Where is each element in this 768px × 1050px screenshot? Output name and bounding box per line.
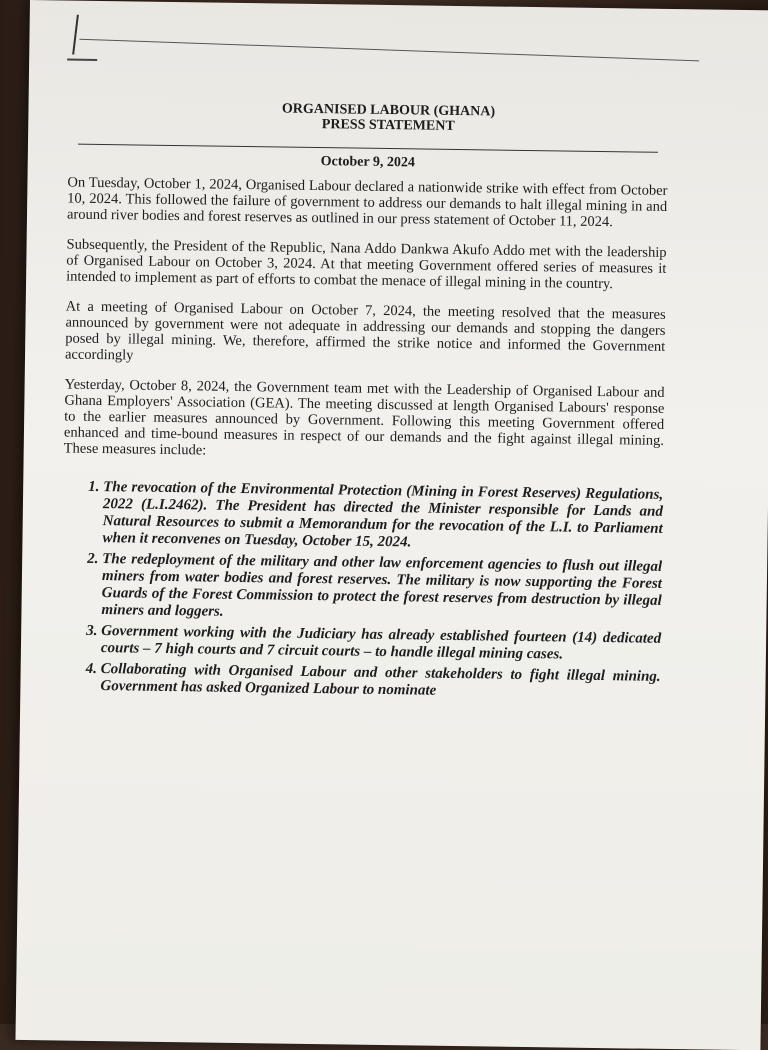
pen-mark <box>67 59 97 61</box>
measures-list <box>60 479 663 703</box>
paper-sheet <box>15 0 768 1050</box>
list-item: 3. Government working with the Judiciary has already established fourteen (14) dedicated courts – 7 high courts and 7 circuit courts – to handle illegal mining cases. <box>101 623 661 665</box>
list-item: 2. The redeployment of the military and other law enforcement agencies to flush out illegal miners from water bodies and forest reserves. The military is now supporting the Forest Guards of the Forest Commission to protect the forest reserves from destruction by illegal miners and loggers. <box>101 551 662 627</box>
document-date: October 9, 2024 <box>78 144 658 175</box>
list-item: 4. Collaborating with Organised Labour and other stakeholders to fight illegal mining. Government has asked Organized Labour to nominate <box>100 661 660 703</box>
organisation-heading: ORGANISED LABOUR (GHANA) <box>281 101 496 120</box>
top-rule <box>79 39 699 62</box>
document-body <box>60 99 668 707</box>
paragraph: At a meeting of Organised Labour on October 7, 2024, the meeting resolved that the measures announced by government were not adequate in addressing our demands and stopping the dangers posed by illegal mining. We, therefore, affirmed the strike notice and informed the Government accordingly <box>64 298 666 364</box>
paragraph: Subsequently, the President of the Republic, Nana Addo Dankwa Akufo Addo met with the leadership of Organised Labour on October 3, 2024. At that meeting Government offered series of measures it intended to implement as part of efforts to combat the menace of illegal mining in the country. <box>66 236 667 293</box>
pen-mark <box>72 15 79 55</box>
document-type-heading: PRESS STATEMENT <box>321 117 455 134</box>
list-item: 1. The revocation of the Environmental Protection (Mining in Forest Reserves) Regulations, 2022 (L.I.2462). The President has directed the Minister responsible for Lands and Natural Resources to submit a Memorandum for the revocation of the L.I. to Parliament when it reconvenes on Tuesday, October 15, 2024. <box>102 479 663 555</box>
paragraph: On Tuesday, October 1, 2024, Organised Labour declared a nationwide strike with effect from October 10, 2024. This followed the failure of government to address our demands to halt illegal mining in and around river bodies and forest reserves as outlined in our press statement of October 11, 2024. <box>66 174 668 231</box>
paragraph: Yesterday, October 8, 2024, the Government team met with the Leadership of Organised Labour and Ghana Employers' Association (GEA). The meeting discussed at length Organised Labours' response to the earlier measures announced by Government. Following this meeting Government offered enhanced and time-bound measures in respect of our demands and the fight against illegal mining. These measures include: <box>63 376 665 459</box>
